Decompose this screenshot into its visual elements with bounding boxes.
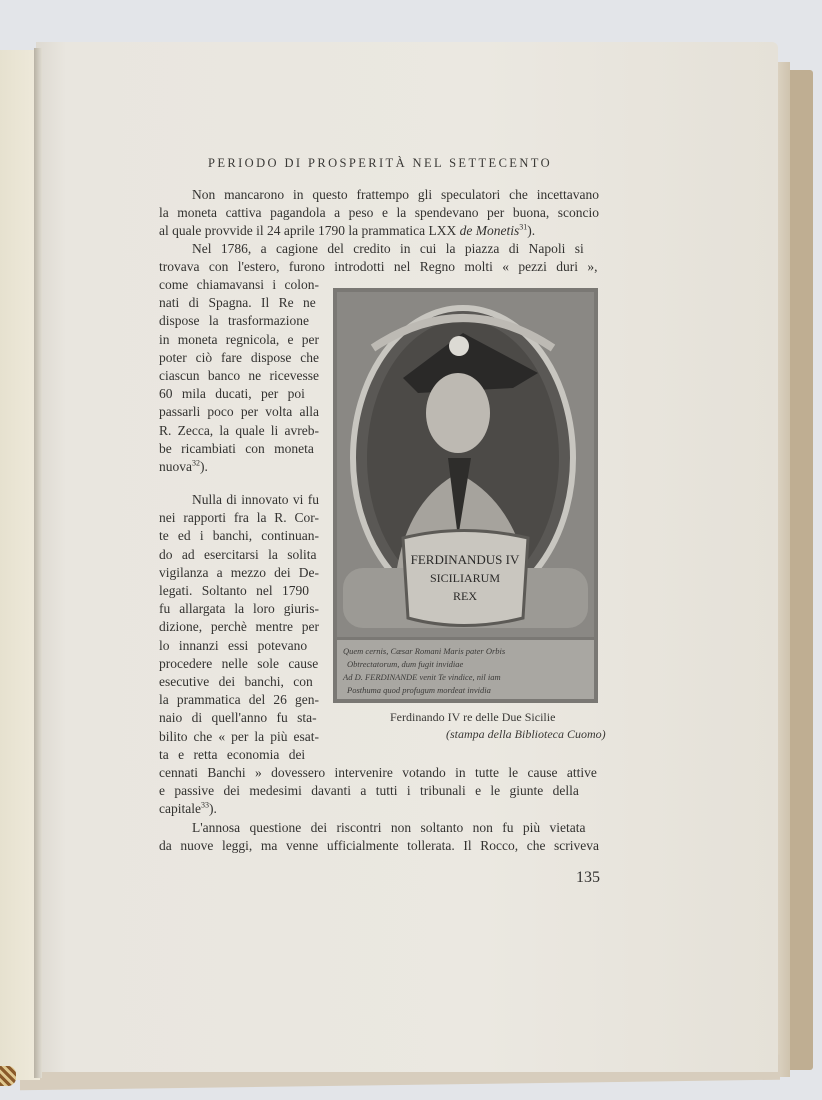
text-line [192, 819, 599, 836]
text-line-content: procedere nelle sole cause [159, 655, 319, 671]
text-line-content: e passive dei medesimi davanti a tutti i tribunali e le giunte della [159, 783, 579, 798]
text-line-content: da nuove leggi, ma venne ufficialmente tollerata. Il Rocco, che scriveva [159, 838, 600, 853]
text-line-content: poter ciò fare dispose che [159, 349, 319, 365]
text-line-content: dizione, perchè mentre per [159, 619, 319, 635]
inscription-line-2: Obtrectatorum, dum fugit invidiae [347, 659, 464, 669]
inscription-line-4: Posthuma quod profugum mordeat invidia [347, 685, 491, 695]
text-line [159, 331, 319, 348]
text-line-content: dispose la trasformazione [159, 313, 309, 329]
gutter-shadow [34, 48, 42, 1078]
text-line [159, 222, 599, 239]
text-line [159, 764, 599, 781]
text-line-content: nati di Spagna. Il Re ne [159, 295, 316, 311]
text-line [159, 349, 319, 366]
text-line [159, 582, 319, 599]
text-line [159, 440, 319, 457]
text-line-content: naio di quell'anno fu sta- [159, 710, 317, 726]
punctuation: ). [200, 459, 208, 474]
text-line [159, 673, 319, 690]
footnote-ref: 33 [200, 800, 209, 810]
text-line-content: esecutive dei banchi, con [159, 674, 313, 689]
cartouche-line-2: SICILIARUM [429, 571, 501, 585]
text-line-content: bilito che « per la più esat- [159, 728, 319, 744]
text-line-content: Nulla di innovato vi fu [192, 492, 319, 507]
text-line-content: nuova [159, 459, 192, 474]
text-line-content: Non mancarono in questo frattempo gli speculatori che incettavano [192, 187, 599, 202]
text-line-content: L'annosa questione dei riscontri non soltanto non fu più vietata [192, 820, 586, 835]
text-line-content: legati. Soltanto nel 1790 [159, 583, 309, 598]
text-line-content: capitale [159, 801, 201, 816]
cartouche-line-1: FERDINANDUS IV [410, 552, 520, 567]
punctuation: ). [208, 801, 217, 816]
text-line-content: 60 mila ducati, per poi [159, 386, 305, 402]
text-line-content: R. Zecca, la quale li avreb- [159, 422, 319, 438]
text-line [159, 385, 319, 402]
inscription-line-1: Quem cernis, Cæsar Romani Maris pater Orbis [343, 646, 506, 656]
text-line [159, 367, 319, 384]
text-line [159, 600, 319, 617]
running-header: PERIODO DI PROSPERITÀ NEL SETTECENTO [207, 156, 553, 170]
text-line-content: la prammatica del 26 gen- [159, 692, 319, 708]
text-line [159, 746, 319, 763]
portrait-engraving [333, 288, 598, 703]
text-line [192, 186, 599, 203]
text-line-content: vigilanza a mezzo dei De- [159, 564, 320, 580]
footnote-ref: 31 [519, 222, 528, 232]
text-line [159, 258, 599, 275]
text-line-content: la moneta cattiva pagandola a peso e la spendevano per buona, sconcio [159, 205, 599, 220]
text-line [159, 709, 319, 726]
text-line-content: trovava con l'estero, furono introdotti nel Regno molti « pezzi duri », [159, 259, 598, 274]
inscription-line-3: Ad D. FERDINANDE venit Te vindice, nil iam [343, 672, 501, 682]
text-line [159, 509, 319, 526]
text-line-content: lo innanzi essi potevano [159, 637, 308, 653]
text-line [159, 782, 599, 799]
text-line [159, 837, 599, 854]
text-line-content: come chiamavansi i colon- [159, 277, 319, 292]
text-line-content: in moneta regnicola, e per [159, 331, 320, 347]
text-line [159, 691, 319, 708]
bookmark-ribbon [0, 1066, 16, 1086]
text-line-content: be ricambiati con moneta [159, 440, 314, 456]
text-line-content: Nel 1786, a cagione del credito in cui la piazza di Napoli si [192, 241, 584, 256]
cartouche-line-3: REX [453, 589, 477, 603]
footnote-ref: 32 [192, 458, 200, 468]
text-line [159, 294, 319, 311]
text-line [159, 422, 319, 439]
text-line [159, 403, 319, 420]
text-line-content: ta e retta economia dei [159, 746, 306, 762]
text-line [159, 204, 599, 221]
text-line [159, 276, 319, 293]
text-line-content: ciascun banco ne ricevesse [159, 368, 319, 383]
text-line [159, 637, 319, 654]
italic-title: de Monetis [459, 223, 520, 238]
text-line [159, 728, 319, 745]
text-line-content: do ad esercitarsi la solita [159, 546, 317, 562]
text-line [159, 618, 319, 635]
text-line-content: al quale provvide il 24 aprile 1790 la prammatica LXX [159, 223, 460, 238]
text-line-content: cennati Banchi » dovessero intervenire votando in tutte le cause attive [159, 765, 597, 780]
text-line [159, 800, 599, 817]
text-line [159, 564, 319, 581]
page-number: 135 [576, 869, 600, 886]
text-line [192, 240, 599, 257]
text-line-content: passarli poco per volta alla [159, 404, 319, 420]
figure-credit: (stampa della Biblioteca Cuomo) [446, 727, 606, 741]
text-line [159, 312, 319, 329]
text-line-content: nei rapporti fra la R. Cor- [159, 510, 319, 526]
text-line [159, 546, 319, 563]
text-line [159, 655, 319, 672]
text-line [159, 458, 319, 475]
text-line-content: fu allargata la loro giuris- [159, 601, 319, 617]
text-line [192, 491, 319, 508]
punctuation: ). [527, 223, 536, 238]
figure-caption: Ferdinando IV re delle Due Sicilie [390, 710, 556, 724]
text-line [159, 527, 319, 544]
text-line-content: te ed i banchi, continuan- [159, 528, 319, 544]
